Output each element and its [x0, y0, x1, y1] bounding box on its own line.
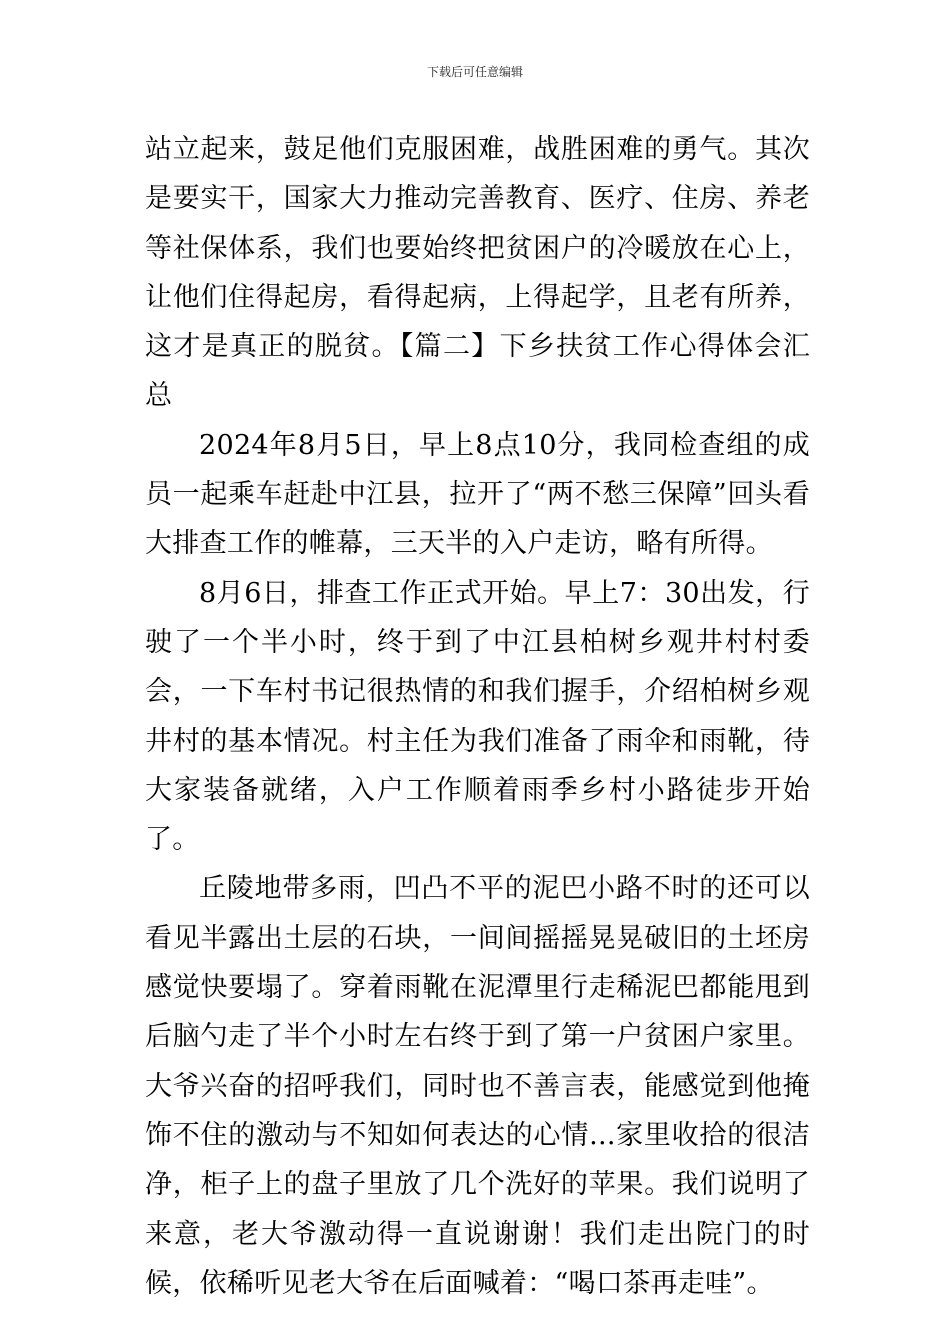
paragraph-aug-6: 8月6日，排查工作正式开始。早上7：30出发，行驶了一个半小时，终于到了中江县柏树乡观井村村委会，一下车村书记很热情的和我们握手，介绍柏树乡观井村的基本情况。村主任为我们准备了雨伞和雨靴，待大家装备就绪，入户工作顺着雨季乡村小路徒步开始了。 [145, 577, 810, 856]
document-body [145, 125, 810, 1308]
page-header-note: 下载后可任意编辑 [426, 65, 523, 79]
paragraph-continuation: 站立起来，鼓足他们克服困难，战胜困难的勇气。其次是要实干，国家大力推动完善教育、医疗、住房、养老等社保体系，我们也要始终把贫困户的冷暖放在心上，让他们住得起房，看得起病，上得起学，且老有所养，这才是真正的脱贫。【篇二】下乡扶贫工作心得体会汇总 [145, 134, 810, 412]
paragraph-aug-5: 2024年8月5日，早上8点10分，我同检查组的成员一起乘车赶赴中江县，拉开了“两不愁三保障”回头看大排查工作的帷幕，三天半的入户走访，略有所得。 [145, 429, 810, 560]
paragraph-first-household: 丘陵地带多雨，凹凸不平的泥巴小路不时的还可以看见半露出土层的石块，一间间摇摇晃晃破旧的土坯房感觉快要塌了。穿着雨靴在泥潭里行走稀泥巴都能甩到后脑勺走了半个小时左右终于到了第一户贫困户家里。大爷兴奋的招呼我们，同时也不善言表，能感觉到他掩饰不住的激动与不知如何表达的心情...家里收拾的很洁净，柜子上的盘子里放了几个洗好的苹果。我们说明了来意，老大爷激动得一直说谢谢！我们走出院门的时候，依稀听见老大爷在后面喊着：“喝口茶再走哇”。 [145, 873, 810, 1299]
